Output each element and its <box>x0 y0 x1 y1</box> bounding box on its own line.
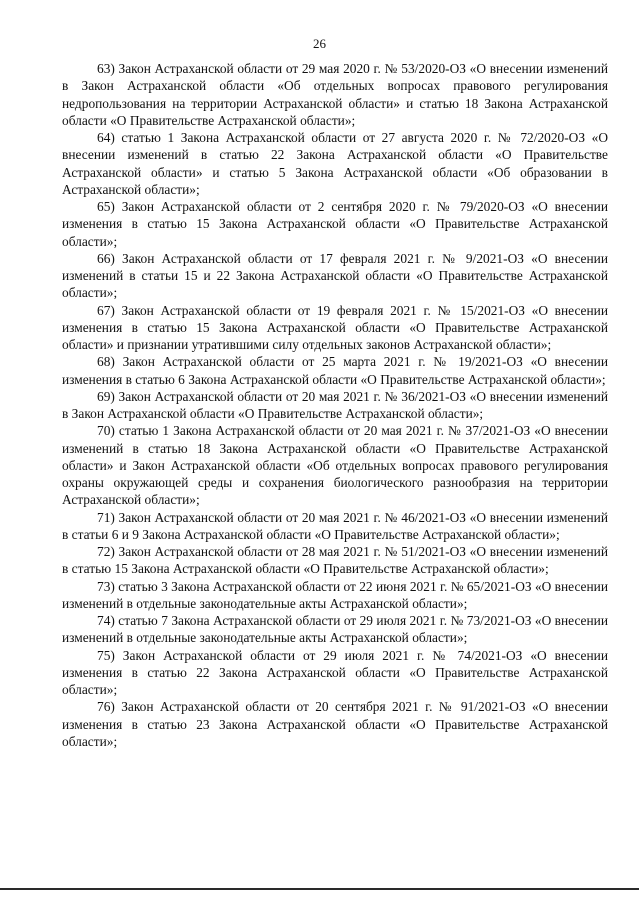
bottom-rule <box>0 888 639 890</box>
list-item-76: 76) Закон Астраханской области от 20 сентября 2021 г. № 91/2021-ОЗ «О внесении изменения в статью 23 Закона Астраханской области «О Правительстве Астраханской области»; <box>62 699 608 749</box>
list-item-74: 74) статью 7 Закона Астраханской области от 29 июля 2021 г. № 73/2021-ОЗ «О внесении изменений в отдельные законодательные акты Астраханской области»; <box>62 613 608 646</box>
list-item-72: 72) Закон Астраханской области от 28 мая 2021 г. № 51/2021-ОЗ «О внесении изменений в статью 15 Закона Астраханской области «О Правительстве Астраханской области»; <box>62 544 608 577</box>
list-item-70: 70) статью 1 Закона Астраханской области от 20 мая 2021 г. № 37/2021-ОЗ «О внесении изменений в статью 18 Закона Астраханской области «О Правительстве Астраханской области» и Закон Астраханской области «Об отдельных вопросах правового регулирования охраны окружающей среды и сохранения биологического разнообразия на территории Астраханской области»; <box>62 423 608 508</box>
list-item-64: 64) статью 1 Закона Астраханской области от 27 августа 2020 г. № 72/2020-ОЗ «О внесении изменений в статью 22 Закона Астраханской области «О Правительстве Астраханской области» и статью 5 Закона Астраханской области «Об образовании в Астраханской области»; <box>62 130 608 197</box>
list-item-68: 68) Закон Астраханской области от 25 марта 2021 г. № 19/2021-ОЗ «О внесении изменения в статью 6 Закона Астраханской области «О Правительстве Астраханской области»; <box>62 354 608 387</box>
law-list <box>62 60 608 750</box>
list-item-67: 67) Закон Астраханской области от 19 февраля 2021 г. № 15/2021-ОЗ «О внесении изменения в статью 15 Закона Астраханской области «О Правительстве Астраханской области» и признании утратившими силу отдельных законов Астраханской области»; <box>62 302 608 352</box>
list-item-69: 69) Закон Астраханской области от 20 мая 2021 г. № 36/2021-ОЗ «О внесении изменений в Закон Астраханской области «О Правительстве Астраханской области»; <box>62 388 608 421</box>
list-item-66: 66) Закон Астраханской области от 17 февраля 2021 г. № 9/2021-ОЗ «О внесении изменений в статьи 15 и 22 Закона Астраханской области «О Правительстве Астраханской области»; <box>62 250 608 301</box>
list-item-73: 73) статью 3 Закона Астраханской области от 22 июня 2021 г. № 65/2021-ОЗ «О внесении изменений в отдельные законодательные акты Астраханской области»; <box>62 578 608 611</box>
page-number: 26 <box>313 36 326 51</box>
list-item-65: 65) Закон Астраханской области от 2 сентября 2020 г. № 79/2020-ОЗ «О внесении изменения в статью 15 Закона Астраханской области «О Правительстве Астраханской области»; <box>62 199 608 249</box>
list-item-71: 71) Закон Астраханской области от 20 мая 2021 г. № 46/2021-ОЗ «О внесении изменений в статьи 6 и 9 Закона Астраханской области «О Правительстве Астраханской области»; <box>62 509 608 542</box>
list-item-75: 75) Закон Астраханской области от 29 июля 2021 г. № 74/2021-ОЗ «О внесении изменения в статью 22 Закона Астраханской области «О Правительстве Астраханской области»; <box>62 647 608 697</box>
list-item-63: 63) Закон Астраханской области от 29 мая 2020 г. № 53/2020-ОЗ «О внесении изменений в Закон Астраханской области «Об отдельных вопросах правового регулирования недропользования на территории Астраханской области» и статью 18 Закона Астраханской области «О Правительстве Астраханской области»; <box>62 61 608 128</box>
